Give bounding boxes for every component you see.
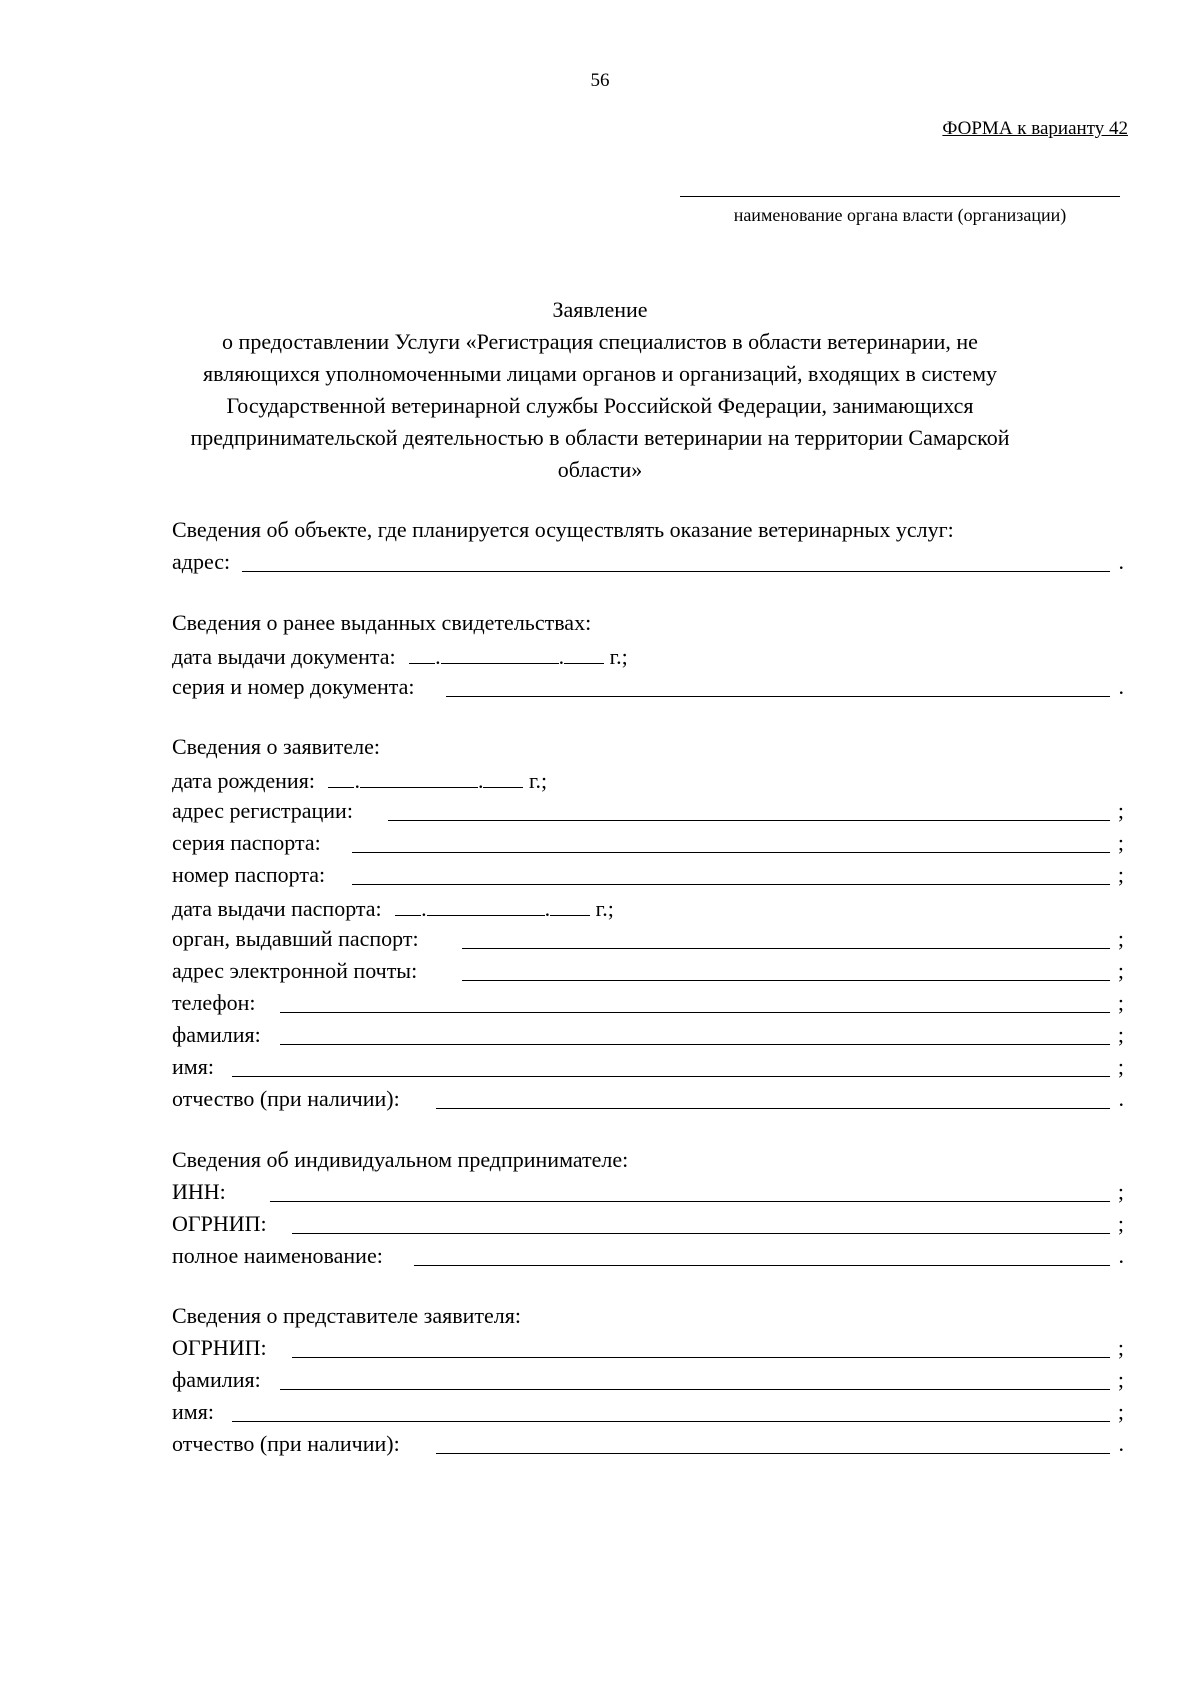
registration-address-label: адрес регистрации:	[172, 798, 353, 823]
name-field[interactable]	[232, 1076, 1110, 1077]
punct-semicolon: ;	[1117, 798, 1124, 823]
patronymic-label: отчество (при наличии):	[172, 1086, 400, 1111]
certificate-number-label: серия и номер документа:	[172, 674, 415, 699]
punct-period: .	[1118, 549, 1124, 574]
inn-field[interactable]	[270, 1201, 1110, 1202]
passport-number-label: номер паспорта:	[172, 862, 326, 887]
passport-series-label: серия паспорта:	[172, 830, 321, 855]
phone-label: телефон:	[172, 990, 256, 1015]
rep-ogrnip-field[interactable]	[292, 1357, 1110, 1358]
authority-caption: наименование органа власти (организации)	[733, 205, 1067, 225]
form-reference: ФОРМА к варианту 42	[942, 118, 1128, 139]
subtitle-line: Государственной ветеринарной службы Российской Федерации, занимающихся	[226, 393, 974, 418]
subtitle-line: области»	[557, 457, 643, 482]
punct-semicolon: ;	[1117, 1211, 1124, 1236]
day-field[interactable]	[328, 763, 354, 788]
birth-date-row: дата рождения: . . г.;	[172, 763, 1124, 795]
day-field[interactable]	[409, 639, 435, 664]
rep-name-field[interactable]	[232, 1421, 1110, 1422]
full-name-row	[172, 1240, 1124, 1272]
email-field[interactable]	[462, 980, 1110, 981]
full-name-label: полное наименование:	[172, 1243, 383, 1268]
inn-row	[172, 1176, 1124, 1208]
representative-section-heading: Сведения о представителе заявителя:	[172, 1303, 521, 1328]
certificate-number-row	[172, 671, 1124, 703]
month-field[interactable]	[360, 763, 478, 788]
year-field[interactable]	[550, 891, 590, 916]
rep-patronymic-row	[172, 1428, 1124, 1460]
rep-name-row	[172, 1396, 1124, 1428]
document-subtitle	[150, 326, 1050, 486]
ogrnip-label: ОГРНИП:	[172, 1211, 267, 1236]
punct-semicolon: ;	[1117, 862, 1124, 887]
passport-series-field[interactable]	[352, 852, 1110, 853]
punct-period: .	[1118, 1431, 1124, 1456]
ogrnip-row	[172, 1208, 1124, 1240]
ogrnip-field[interactable]	[292, 1233, 1110, 1234]
punct-semicolon: ;	[1117, 1022, 1124, 1047]
email-label: адрес электронной почты:	[172, 958, 418, 983]
document-title: Заявление	[552, 297, 648, 322]
rep-surname-field[interactable]	[280, 1389, 1110, 1390]
authority-name-field[interactable]	[680, 196, 1120, 197]
rep-surname-row	[172, 1364, 1124, 1396]
applicant-section-heading: Сведения о заявителе:	[172, 734, 381, 759]
passport-number-field[interactable]	[352, 884, 1110, 885]
passport-date-row: дата выдачи паспорта: . . г.;	[172, 891, 1124, 923]
surname-label: фамилия:	[172, 1022, 261, 1047]
punct-semicolon: ;	[1117, 958, 1124, 983]
entrepreneur-section-heading: Сведения об индивидуальном предпринимателе:	[172, 1147, 629, 1172]
certificate-issue-date-label: дата выдачи документа:	[172, 644, 396, 669]
month-field[interactable]	[427, 891, 545, 916]
punct-period: .	[1118, 1243, 1124, 1268]
passport-issuer-field[interactable]	[462, 948, 1110, 949]
passport-series-row	[172, 827, 1124, 859]
rep-patronymic-field[interactable]	[436, 1453, 1110, 1454]
punct-period: .	[1118, 1086, 1124, 1111]
object-address-field[interactable]	[242, 571, 1110, 572]
object-address-label: адрес:	[172, 549, 231, 574]
month-field[interactable]	[441, 639, 559, 664]
inn-label: ИНН:	[172, 1179, 226, 1204]
certificate-issue-date-row: дата выдачи документа: . . г.;	[172, 639, 1124, 671]
passport-date-label: дата выдачи паспорта:	[172, 896, 382, 921]
punct-semicolon: ;	[1117, 926, 1124, 951]
date-suffix: г.;	[595, 896, 614, 921]
passport-issuer-label: орган, выдавший паспорт:	[172, 926, 419, 951]
punct-period: .	[1118, 674, 1124, 699]
name-row	[172, 1051, 1124, 1083]
punct-semicolon: ;	[1117, 1367, 1124, 1392]
year-field[interactable]	[483, 763, 523, 788]
certificate-number-field[interactable]	[446, 696, 1110, 697]
patronymic-row	[172, 1083, 1124, 1115]
email-row	[172, 955, 1124, 987]
rep-ogrnip-row	[172, 1332, 1124, 1364]
punct-semicolon: ;	[1117, 1335, 1124, 1360]
birth-date-label: дата рождения:	[172, 768, 315, 793]
subtitle-line: предпринимательской деятельностью в области ветеринарии на территории Самарской	[190, 425, 1010, 450]
passport-number-row	[172, 859, 1124, 891]
punct-semicolon: ;	[1117, 1399, 1124, 1424]
year-field[interactable]	[564, 639, 604, 664]
subtitle-line: являющихся уполномоченными лицами органов и организаций, входящих в систему	[203, 361, 997, 386]
rep-patronymic-label: отчество (при наличии):	[172, 1431, 400, 1456]
object-address-row	[172, 546, 1124, 578]
patronymic-field[interactable]	[436, 1108, 1110, 1109]
date-suffix: г.;	[528, 768, 548, 793]
punct-semicolon: ;	[1117, 1179, 1124, 1204]
phone-field[interactable]	[280, 1012, 1110, 1013]
subtitle-line: о предоставлении Услуги «Регистрация специалистов в области ветеринарии, не	[222, 329, 978, 354]
day-field[interactable]	[395, 891, 421, 916]
rep-ogrnip-label: ОГРНИП:	[172, 1335, 267, 1360]
rep-surname-label: фамилия:	[172, 1367, 261, 1392]
object-section-heading: Сведения об объекте, где планируется осуществлять оказание ветеринарных услуг:	[172, 517, 954, 542]
certificates-section-heading: Сведения о ранее выданных свидетельствах:	[172, 610, 592, 635]
punct-semicolon: ;	[1117, 990, 1124, 1015]
rep-name-label: имя:	[172, 1399, 214, 1424]
name-label: имя:	[172, 1054, 214, 1079]
date-suffix: г.;	[609, 644, 628, 669]
punct-semicolon: ;	[1117, 830, 1124, 855]
full-name-field[interactable]	[414, 1265, 1110, 1266]
registration-address-row	[172, 795, 1124, 827]
punct-semicolon: ;	[1117, 1054, 1124, 1079]
page-number: 56	[590, 70, 610, 91]
phone-row	[172, 987, 1124, 1019]
surname-row	[172, 1019, 1124, 1051]
passport-issuer-row	[172, 923, 1124, 955]
surname-field[interactable]	[280, 1044, 1110, 1045]
registration-address-field[interactable]	[388, 820, 1110, 821]
